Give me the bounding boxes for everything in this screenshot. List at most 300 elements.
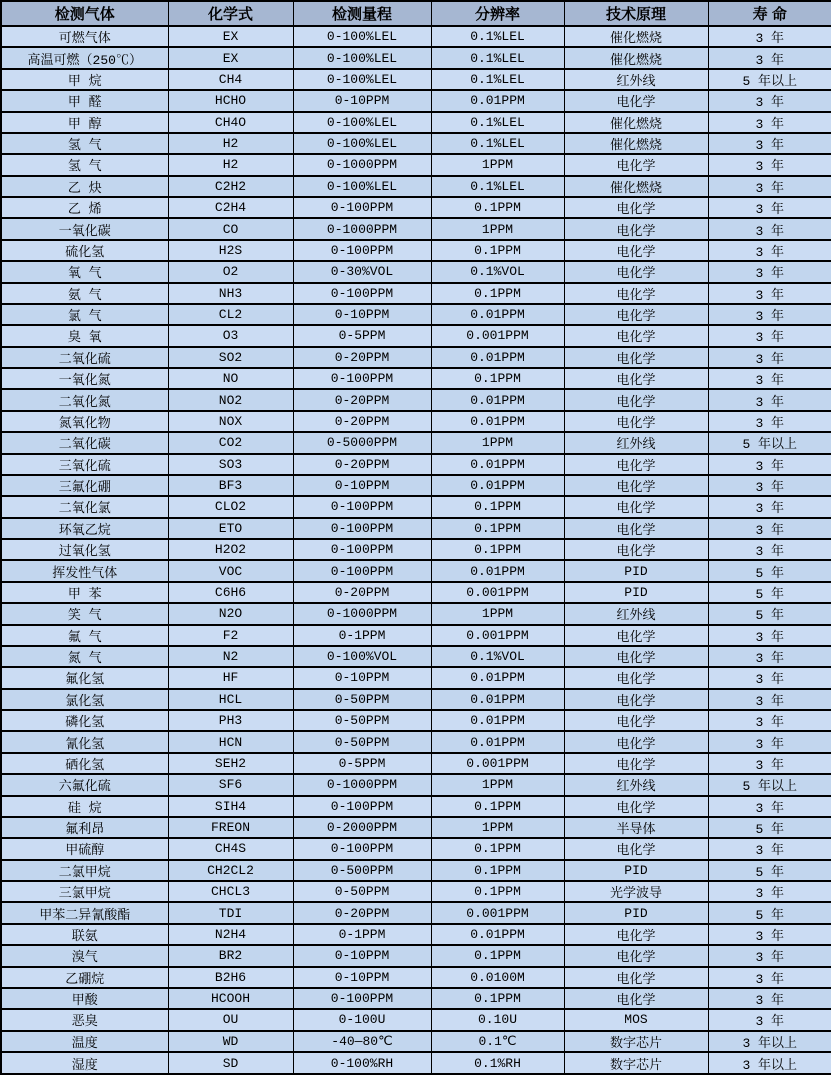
table-cell: SEH2 bbox=[168, 753, 293, 774]
table-cell: 3 年以上 bbox=[708, 1052, 831, 1074]
table-row bbox=[1, 796, 831, 817]
table-cell: 0.01PPM bbox=[431, 454, 564, 475]
table-row bbox=[1, 261, 831, 282]
table-cell: 0-100PPM bbox=[293, 283, 431, 304]
table-cell: 0.01PPM bbox=[431, 347, 564, 368]
table-cell: 硒化氢 bbox=[1, 753, 168, 774]
table-cell: 3 年 bbox=[708, 176, 831, 197]
table-cell: 0.1PPM bbox=[431, 368, 564, 389]
table-cell: 温度 bbox=[1, 1031, 168, 1052]
table-cell: 电化学 bbox=[564, 154, 708, 175]
table-cell: 3 年以上 bbox=[708, 1031, 831, 1052]
table-row bbox=[1, 817, 831, 838]
table-cell: 电化学 bbox=[564, 731, 708, 752]
table-cell: PID bbox=[564, 582, 708, 603]
table-cell: 3 年 bbox=[708, 796, 831, 817]
table-cell: 0-20PPM bbox=[293, 582, 431, 603]
table-cell: CH4O bbox=[168, 112, 293, 133]
table-cell: 一氧化碳 bbox=[1, 218, 168, 239]
table-cell: 氟化氢 bbox=[1, 667, 168, 688]
table-row bbox=[1, 218, 831, 239]
table-cell: 3 年 bbox=[708, 389, 831, 410]
table-cell: 3 年 bbox=[708, 325, 831, 346]
table-row bbox=[1, 432, 831, 453]
table-cell: 硅 烷 bbox=[1, 796, 168, 817]
table-cell: H2S bbox=[168, 240, 293, 261]
table-cell: CH4 bbox=[168, 69, 293, 90]
table-cell: 0-10PPM bbox=[293, 475, 431, 496]
table-row bbox=[1, 988, 831, 1009]
table-cell: 0.1PPM bbox=[431, 988, 564, 1009]
table-row bbox=[1, 689, 831, 710]
table-cell: 甲 醛 bbox=[1, 90, 168, 111]
table-cell: 5 年 bbox=[708, 603, 831, 624]
table-cell: 甲酸 bbox=[1, 988, 168, 1009]
table-row bbox=[1, 710, 831, 731]
table-cell: 催化燃烧 bbox=[564, 133, 708, 154]
table-cell: 溴气 bbox=[1, 945, 168, 966]
column-header-4: 分辨率 bbox=[431, 1, 564, 26]
table-cell: CL2 bbox=[168, 304, 293, 325]
column-header-2: 化学式 bbox=[168, 1, 293, 26]
table-cell: 电化学 bbox=[564, 347, 708, 368]
table-cell: 挥发性气体 bbox=[1, 560, 168, 581]
table-cell: 3 年 bbox=[708, 90, 831, 111]
table-cell: 电化学 bbox=[564, 389, 708, 410]
table-cell: 0.001PPM bbox=[431, 582, 564, 603]
table-cell: 0-50PPM bbox=[293, 689, 431, 710]
table-cell: 氨 气 bbox=[1, 283, 168, 304]
table-cell: 湿度 bbox=[1, 1052, 168, 1074]
table-cell: C6H6 bbox=[168, 582, 293, 603]
table-cell: 电化学 bbox=[564, 924, 708, 945]
table-cell: 催化燃烧 bbox=[564, 26, 708, 47]
table-cell: 3 年 bbox=[708, 347, 831, 368]
table-cell: 电化学 bbox=[564, 689, 708, 710]
table-cell: 0-500PPM bbox=[293, 860, 431, 881]
table-cell: 3 年 bbox=[708, 261, 831, 282]
table-cell: 0-100PPM bbox=[293, 539, 431, 560]
table-row bbox=[1, 731, 831, 752]
table-cell: 1PPM bbox=[431, 603, 564, 624]
table-row bbox=[1, 539, 831, 560]
table-cell: 过氧化氢 bbox=[1, 539, 168, 560]
table-cell: 电化学 bbox=[564, 325, 708, 346]
table-cell: PID bbox=[564, 560, 708, 581]
header-row bbox=[1, 1, 831, 26]
table-row bbox=[1, 838, 831, 859]
table-cell: 0-100%LEL bbox=[293, 112, 431, 133]
table-cell: O3 bbox=[168, 325, 293, 346]
table-row bbox=[1, 625, 831, 646]
table-cell: 氮氧化物 bbox=[1, 411, 168, 432]
table-cell: 电化学 bbox=[564, 625, 708, 646]
table-cell: 0-20PPM bbox=[293, 347, 431, 368]
table-cell: O2 bbox=[168, 261, 293, 282]
table-cell: 0.01PPM bbox=[431, 411, 564, 432]
table-cell: 0-10PPM bbox=[293, 90, 431, 111]
table-cell: 三氧化硫 bbox=[1, 454, 168, 475]
table-cell: 1PPM bbox=[431, 218, 564, 239]
table-row bbox=[1, 646, 831, 667]
table-cell: 甲 醇 bbox=[1, 112, 168, 133]
table-cell: 电化学 bbox=[564, 518, 708, 539]
table-cell: 1PPM bbox=[431, 817, 564, 838]
table-cell: 3 年 bbox=[708, 753, 831, 774]
table-cell: 0-1000PPM bbox=[293, 774, 431, 795]
table-row bbox=[1, 47, 831, 68]
table-cell: 甲苯二异氰酸酯 bbox=[1, 902, 168, 923]
table-cell: SO3 bbox=[168, 454, 293, 475]
table-cell: EX bbox=[168, 47, 293, 68]
table-row bbox=[1, 667, 831, 688]
table-cell: 3 年 bbox=[708, 924, 831, 945]
table-row bbox=[1, 967, 831, 988]
table-cell: 0.1PPM bbox=[431, 838, 564, 859]
table-cell: 高温可燃（250℃） bbox=[1, 47, 168, 68]
table-cell: 0-100%LEL bbox=[293, 69, 431, 90]
table-cell: 0-100PPM bbox=[293, 796, 431, 817]
table-cell: 甲 烷 bbox=[1, 69, 168, 90]
table-cell: 0-5PPM bbox=[293, 325, 431, 346]
table-cell: 0.1%VOL bbox=[431, 646, 564, 667]
table-cell: 0.1PPM bbox=[431, 518, 564, 539]
table-cell: F2 bbox=[168, 625, 293, 646]
table-cell: 0.01PPM bbox=[431, 90, 564, 111]
table-cell: 氟 气 bbox=[1, 625, 168, 646]
table-cell: NOX bbox=[168, 411, 293, 432]
table-cell: 3 年 bbox=[708, 518, 831, 539]
table-cell: 0.1PPM bbox=[431, 945, 564, 966]
table-cell: 电化学 bbox=[564, 411, 708, 432]
table-cell: 0-1000PPM bbox=[293, 154, 431, 175]
table-row bbox=[1, 753, 831, 774]
table-cell: 电化学 bbox=[564, 796, 708, 817]
table-cell: HCL bbox=[168, 689, 293, 710]
table-cell: 臭 氧 bbox=[1, 325, 168, 346]
table-row bbox=[1, 1052, 831, 1074]
table-cell: 0.1%LEL bbox=[431, 112, 564, 133]
table-cell: 0-100%LEL bbox=[293, 176, 431, 197]
table-cell: 0-100U bbox=[293, 1009, 431, 1030]
table-cell: 0-20PPM bbox=[293, 902, 431, 923]
table-cell: MOS bbox=[564, 1009, 708, 1030]
table-row bbox=[1, 154, 831, 175]
table-cell: 电化学 bbox=[564, 710, 708, 731]
table-row bbox=[1, 133, 831, 154]
table-cell: 0-100PPM bbox=[293, 496, 431, 517]
table-cell: 0-100%RH bbox=[293, 1052, 431, 1074]
table-cell: 0.1PPM bbox=[431, 860, 564, 881]
table-cell: 3 年 bbox=[708, 218, 831, 239]
table-cell: 环氧乙烷 bbox=[1, 518, 168, 539]
table-cell: PID bbox=[564, 860, 708, 881]
table-cell: 0-100%LEL bbox=[293, 133, 431, 154]
table-cell: 红外线 bbox=[564, 69, 708, 90]
table-body bbox=[1, 26, 831, 1074]
table-cell: 甲硫醇 bbox=[1, 838, 168, 859]
table-cell: BR2 bbox=[168, 945, 293, 966]
table-cell: 甲 苯 bbox=[1, 582, 168, 603]
table-cell: 3 年 bbox=[708, 667, 831, 688]
table-cell: EX bbox=[168, 26, 293, 47]
table-cell: 3 年 bbox=[708, 133, 831, 154]
table-cell: 0-100PPM bbox=[293, 988, 431, 1009]
table-cell: CLO2 bbox=[168, 496, 293, 517]
table-cell: 5 年 bbox=[708, 582, 831, 603]
table-cell: 0-100PPM bbox=[293, 518, 431, 539]
table-cell: CO2 bbox=[168, 432, 293, 453]
table-cell: 3 年 bbox=[708, 411, 831, 432]
table-cell: 0-1000PPM bbox=[293, 603, 431, 624]
table-cell: 0-100%VOL bbox=[293, 646, 431, 667]
table-row bbox=[1, 240, 831, 261]
table-cell: 催化燃烧 bbox=[564, 47, 708, 68]
table-cell: 二氧化碳 bbox=[1, 432, 168, 453]
table-cell: 电化学 bbox=[564, 261, 708, 282]
table-cell: 3 年 bbox=[708, 154, 831, 175]
table-cell: 电化学 bbox=[564, 646, 708, 667]
table-row bbox=[1, 197, 831, 218]
table-cell: HCHO bbox=[168, 90, 293, 111]
table-row bbox=[1, 603, 831, 624]
table-cell: 3 年 bbox=[708, 710, 831, 731]
table-cell: 0.1%LEL bbox=[431, 133, 564, 154]
table-cell: 0-20PPM bbox=[293, 389, 431, 410]
table-row bbox=[1, 389, 831, 410]
table-cell: BF3 bbox=[168, 475, 293, 496]
table-row bbox=[1, 518, 831, 539]
table-cell: 0-100PPM bbox=[293, 240, 431, 261]
table-cell: 电化学 bbox=[564, 197, 708, 218]
table-cell: 0.1%RH bbox=[431, 1052, 564, 1074]
table-cell: 0-50PPM bbox=[293, 881, 431, 902]
table-cell: 光学波导 bbox=[564, 881, 708, 902]
table-cell: 0.001PPM bbox=[431, 902, 564, 923]
table-cell: 0-5PPM bbox=[293, 753, 431, 774]
table-cell: 3 年 bbox=[708, 646, 831, 667]
table-cell: ETO bbox=[168, 518, 293, 539]
table-cell: 0-1PPM bbox=[293, 625, 431, 646]
table-cell: 数字芯片 bbox=[564, 1031, 708, 1052]
table-cell: 笑 气 bbox=[1, 603, 168, 624]
table-cell: 0-100PPM bbox=[293, 368, 431, 389]
table-cell: 电化学 bbox=[564, 304, 708, 325]
table-cell: 0-10PPM bbox=[293, 967, 431, 988]
table-cell: 氟利昂 bbox=[1, 817, 168, 838]
table-cell: 0.1%LEL bbox=[431, 47, 564, 68]
table-cell: 恶臭 bbox=[1, 1009, 168, 1030]
table-cell: N2 bbox=[168, 646, 293, 667]
table-row bbox=[1, 176, 831, 197]
table-cell: 0-2000PPM bbox=[293, 817, 431, 838]
table-cell: 电化学 bbox=[564, 496, 708, 517]
table-cell: NO bbox=[168, 368, 293, 389]
table-cell: PID bbox=[564, 902, 708, 923]
table-cell: 0.1%VOL bbox=[431, 261, 564, 282]
table-cell: 5 年 bbox=[708, 817, 831, 838]
table-cell: 3 年 bbox=[708, 197, 831, 218]
table-row bbox=[1, 26, 831, 47]
table-cell: 3 年 bbox=[708, 731, 831, 752]
table-cell: 氢 气 bbox=[1, 133, 168, 154]
table-cell: 二氧化氯 bbox=[1, 496, 168, 517]
table-cell: 0.01PPM bbox=[431, 710, 564, 731]
table-cell: H2 bbox=[168, 154, 293, 175]
table-cell: 3 年 bbox=[708, 988, 831, 1009]
table-row bbox=[1, 902, 831, 923]
table-cell: N2O bbox=[168, 603, 293, 624]
table-cell: SD bbox=[168, 1052, 293, 1074]
table-cell: 0-50PPM bbox=[293, 710, 431, 731]
table-cell: 5 年 bbox=[708, 902, 831, 923]
table-cell: 红外线 bbox=[564, 432, 708, 453]
table-cell: C2H2 bbox=[168, 176, 293, 197]
table-cell: 电化学 bbox=[564, 368, 708, 389]
table-cell: 数字芯片 bbox=[564, 1052, 708, 1074]
table-cell: 红外线 bbox=[564, 603, 708, 624]
table-cell: 3 年 bbox=[708, 838, 831, 859]
table-cell: 0-1PPM bbox=[293, 924, 431, 945]
table-cell: CH2CL2 bbox=[168, 860, 293, 881]
table-row bbox=[1, 304, 831, 325]
table-cell: 5 年以上 bbox=[708, 774, 831, 795]
table-cell: 三氯甲烷 bbox=[1, 881, 168, 902]
table-cell: 0.01PPM bbox=[431, 304, 564, 325]
table-cell: 催化燃烧 bbox=[564, 176, 708, 197]
table-cell: C2H4 bbox=[168, 197, 293, 218]
table-cell: 乙 炔 bbox=[1, 176, 168, 197]
table-row bbox=[1, 69, 831, 90]
table-cell: 0.0100M bbox=[431, 967, 564, 988]
table-row bbox=[1, 496, 831, 517]
table-cell: 氢 气 bbox=[1, 154, 168, 175]
column-header-5: 技术原理 bbox=[564, 1, 708, 26]
table-row bbox=[1, 347, 831, 368]
table-row bbox=[1, 454, 831, 475]
table-cell: 0-20PPM bbox=[293, 454, 431, 475]
table-cell: 3 年 bbox=[708, 304, 831, 325]
table-cell: 0.01PPM bbox=[431, 560, 564, 581]
table-cell: 电化学 bbox=[564, 475, 708, 496]
table-cell: 电化学 bbox=[564, 753, 708, 774]
table-cell: 3 年 bbox=[708, 454, 831, 475]
table-cell: 0.1PPM bbox=[431, 496, 564, 517]
table-cell: HCOOH bbox=[168, 988, 293, 1009]
table-cell: 0.01PPM bbox=[431, 475, 564, 496]
table-row bbox=[1, 325, 831, 346]
table-cell: 0.001PPM bbox=[431, 753, 564, 774]
table-cell: FREON bbox=[168, 817, 293, 838]
table-cell: 0.10U bbox=[431, 1009, 564, 1030]
table-cell: B2H6 bbox=[168, 967, 293, 988]
table-cell: VOC bbox=[168, 560, 293, 581]
table-cell: NH3 bbox=[168, 283, 293, 304]
table-cell: 1PPM bbox=[431, 154, 564, 175]
table-cell: 3 年 bbox=[708, 47, 831, 68]
table-cell: CO bbox=[168, 218, 293, 239]
table-cell: 氰化氢 bbox=[1, 731, 168, 752]
table-cell: PH3 bbox=[168, 710, 293, 731]
table-cell: SIH4 bbox=[168, 796, 293, 817]
table-row bbox=[1, 1009, 831, 1030]
column-header-3: 检测量程 bbox=[293, 1, 431, 26]
table-cell: 0-100%LEL bbox=[293, 47, 431, 68]
table-row bbox=[1, 560, 831, 581]
table-row bbox=[1, 411, 831, 432]
table-cell: 0.1℃ bbox=[431, 1031, 564, 1052]
table-cell: 0.001PPM bbox=[431, 325, 564, 346]
table-cell: 二氧化氮 bbox=[1, 389, 168, 410]
table-cell: 三氟化硼 bbox=[1, 475, 168, 496]
table-cell: 0-100PPM bbox=[293, 197, 431, 218]
table-cell: CHCL3 bbox=[168, 881, 293, 902]
table-cell: 0.1PPM bbox=[431, 796, 564, 817]
table-row bbox=[1, 924, 831, 945]
table-cell: 0-10PPM bbox=[293, 667, 431, 688]
table-cell: 二氧化硫 bbox=[1, 347, 168, 368]
table-row bbox=[1, 368, 831, 389]
table-cell: 电化学 bbox=[564, 945, 708, 966]
table-cell: 0-20PPM bbox=[293, 411, 431, 432]
table-cell: TDI bbox=[168, 902, 293, 923]
table-cell: 乙硼烷 bbox=[1, 967, 168, 988]
table-cell: 0.01PPM bbox=[431, 389, 564, 410]
table-cell: 电化学 bbox=[564, 454, 708, 475]
table-cell: 0.1%LEL bbox=[431, 69, 564, 90]
table-cell: 0.1PPM bbox=[431, 881, 564, 902]
table-row bbox=[1, 283, 831, 304]
table-cell: 1PPM bbox=[431, 432, 564, 453]
table-cell: 3 年 bbox=[708, 881, 831, 902]
table-cell: 氯化氢 bbox=[1, 689, 168, 710]
table-cell: 硫化氢 bbox=[1, 240, 168, 261]
table-cell: 联氨 bbox=[1, 924, 168, 945]
table-cell: 5 年 bbox=[708, 860, 831, 881]
table-cell: 0.01PPM bbox=[431, 689, 564, 710]
table-cell: 红外线 bbox=[564, 774, 708, 795]
table-cell: OU bbox=[168, 1009, 293, 1030]
table-cell: CH4S bbox=[168, 838, 293, 859]
table-cell: SF6 bbox=[168, 774, 293, 795]
table-cell: 0.1%LEL bbox=[431, 176, 564, 197]
table-cell: 3 年 bbox=[708, 625, 831, 646]
table-cell: 电化学 bbox=[564, 838, 708, 859]
table-cell: NO2 bbox=[168, 389, 293, 410]
table-cell: 3 年 bbox=[708, 112, 831, 133]
table-cell: 乙 烯 bbox=[1, 197, 168, 218]
table-cell: 电化学 bbox=[564, 539, 708, 560]
table-cell: 0-100%LEL bbox=[293, 26, 431, 47]
table-cell: 0.01PPM bbox=[431, 731, 564, 752]
table-cell: 一氧化氮 bbox=[1, 368, 168, 389]
table-cell: 0-100PPM bbox=[293, 838, 431, 859]
table-cell: 3 年 bbox=[708, 967, 831, 988]
table-cell: 3 年 bbox=[708, 496, 831, 517]
table-cell: HCN bbox=[168, 731, 293, 752]
table-cell: 0.1%LEL bbox=[431, 26, 564, 47]
table-row bbox=[1, 860, 831, 881]
table-cell: WD bbox=[168, 1031, 293, 1052]
table-cell: 氧 气 bbox=[1, 261, 168, 282]
table-cell: 3 年 bbox=[708, 283, 831, 304]
table-cell: 3 年 bbox=[708, 1009, 831, 1030]
table-cell: 氮 气 bbox=[1, 646, 168, 667]
table-cell: 0-10PPM bbox=[293, 304, 431, 325]
column-header-1: 检测气体 bbox=[1, 1, 168, 26]
table-cell: 电化学 bbox=[564, 667, 708, 688]
table-cell: 0-10PPM bbox=[293, 945, 431, 966]
